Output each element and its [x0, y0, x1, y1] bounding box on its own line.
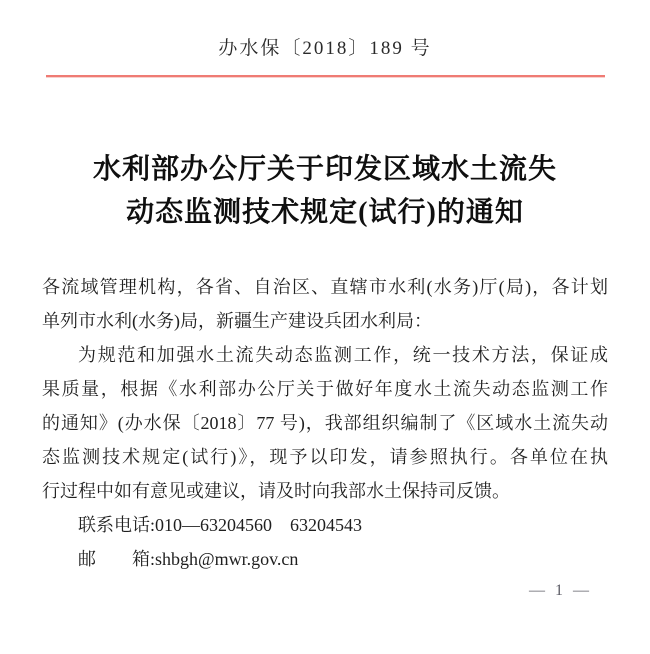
contact-phone-line: 联系电话:010—63204560 63204543: [78, 515, 363, 535]
address-line-2: 单列市水利(水务)局，新疆生产建设兵团水利局：: [42, 311, 432, 331]
body-paragraph-line-4: 态监测技术规定(试行)》，现予以印发，请参照执行。各单位在执: [42, 447, 608, 467]
address-line-1: 各流域管理机构，各省、自治区、直辖市水利(水务)厅(局)，各计划: [42, 277, 608, 297]
page-number: — 1 —: [529, 582, 592, 599]
body-paragraph-line-1: 为规范和加强水土流失动态监测工作，统一技术方法，保证成: [78, 345, 608, 365]
header-separator-line: [46, 75, 605, 77]
body-paragraph-line-5: 行过程中如有意见或建议，请及时向我部水土保持司反馈。: [42, 481, 510, 501]
body-paragraph-line-2: 果质量，根据《水利部办公厅关于做好年度水土流失动态监测工作: [42, 379, 608, 399]
doc-number: 办水保〔2018〕189 号: [218, 38, 432, 59]
document-title-line-2: 动态监测技术规定(试行)的通知: [126, 197, 524, 228]
document-body: [42, 270, 608, 576]
document-title-line-1: 水利部办公厅关于印发区域水土流失: [92, 154, 557, 185]
contact-email-line: 邮 箱:shbgh@mwr.gov.cn: [78, 549, 299, 569]
body-paragraph-line-3: 的通知》(办水保〔2018〕77 号)，我部组织编制了《区域水土流失动: [42, 413, 608, 433]
